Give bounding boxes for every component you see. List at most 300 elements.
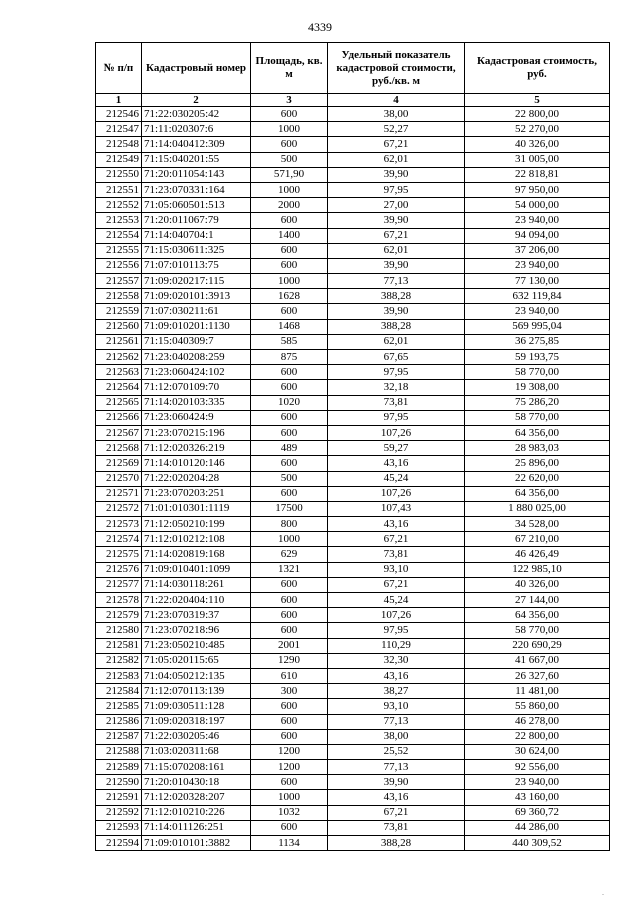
unit-value-cell: 73,81 bbox=[328, 547, 465, 562]
row-number-cell: 212584 bbox=[96, 684, 142, 699]
row-number-cell: 212575 bbox=[96, 547, 142, 562]
table-row bbox=[96, 228, 610, 243]
cadastral-value-cell: 632 119,84 bbox=[465, 289, 610, 304]
table-row bbox=[96, 425, 610, 440]
row-number-cell: 212563 bbox=[96, 365, 142, 380]
table-row bbox=[96, 577, 610, 592]
row-number-cell: 212562 bbox=[96, 350, 142, 365]
table-body bbox=[96, 107, 610, 851]
unit-value-cell: 32,18 bbox=[328, 380, 465, 395]
cadastral-value-cell: 64 356,00 bbox=[465, 608, 610, 623]
area-cell: 875 bbox=[251, 350, 328, 365]
table-row bbox=[96, 532, 610, 547]
cadastral-number-cell: 71:01:010301:1119 bbox=[142, 501, 251, 516]
area-cell: 17500 bbox=[251, 501, 328, 516]
area-cell: 600 bbox=[251, 623, 328, 638]
unit-value-cell: 39,90 bbox=[328, 775, 465, 790]
unit-value-cell: 39,90 bbox=[328, 304, 465, 319]
row-number-cell: 212591 bbox=[96, 790, 142, 805]
unit-value-cell: 39,90 bbox=[328, 213, 465, 228]
area-cell: 1321 bbox=[251, 562, 328, 577]
cadastral-value-cell: 26 327,60 bbox=[465, 668, 610, 683]
cadastral-value-cell: 44 286,00 bbox=[465, 820, 610, 835]
unit-value-cell: 67,21 bbox=[328, 137, 465, 152]
cadastral-number-cell: 71:14:040412:309 bbox=[142, 137, 251, 152]
area-cell: 600 bbox=[251, 137, 328, 152]
table-row bbox=[96, 805, 610, 820]
cadastral-number-cell: 71:09:020101:3913 bbox=[142, 289, 251, 304]
area-cell: 1200 bbox=[251, 760, 328, 775]
table-row bbox=[96, 684, 610, 699]
row-number-cell: 212564 bbox=[96, 380, 142, 395]
unit-value-cell: 67,21 bbox=[328, 577, 465, 592]
header-row-number: № п/п bbox=[96, 43, 142, 94]
area-cell: 1000 bbox=[251, 790, 328, 805]
row-number-cell: 212561 bbox=[96, 334, 142, 349]
cadastral-number-cell: 71:23:070203:251 bbox=[142, 486, 251, 501]
unit-value-cell: 62,01 bbox=[328, 334, 465, 349]
table-row bbox=[96, 638, 610, 653]
cadastral-number-cell: 71:22:020204:28 bbox=[142, 471, 251, 486]
unit-value-cell: 43,16 bbox=[328, 456, 465, 471]
header-cadastral-number: Кадастровый номер bbox=[142, 43, 251, 94]
row-number-cell: 212552 bbox=[96, 198, 142, 213]
table-row bbox=[96, 562, 610, 577]
cadastral-value-cell: 22 800,00 bbox=[465, 107, 610, 122]
cadastral-number-cell: 71:23:050210:485 bbox=[142, 638, 251, 653]
cadastral-number-cell: 71:20:010430:18 bbox=[142, 775, 251, 790]
area-cell: 1000 bbox=[251, 122, 328, 137]
area-cell: 600 bbox=[251, 107, 328, 122]
row-number-cell: 212586 bbox=[96, 714, 142, 729]
cadastral-value-cell: 23 940,00 bbox=[465, 213, 610, 228]
cadastral-number-cell: 71:22:020404:110 bbox=[142, 593, 251, 608]
row-number-cell: 212577 bbox=[96, 577, 142, 592]
cadastral-value-cell: 64 356,00 bbox=[465, 425, 610, 440]
cadastral-value-table bbox=[95, 42, 610, 851]
cadastral-value-cell: 569 995,04 bbox=[465, 319, 610, 334]
unit-value-cell: 62,01 bbox=[328, 243, 465, 258]
table-row bbox=[96, 289, 610, 304]
cadastral-number-cell: 71:11:020307:6 bbox=[142, 122, 251, 137]
cadastral-value-cell: 67 210,00 bbox=[465, 532, 610, 547]
table-row bbox=[96, 213, 610, 228]
cadastral-number-cell: 71:14:011126:251 bbox=[142, 820, 251, 835]
unit-value-cell: 43,16 bbox=[328, 668, 465, 683]
cadastral-number-cell: 71:07:030211:61 bbox=[142, 304, 251, 319]
cadastral-number-cell: 71:15:030611:325 bbox=[142, 243, 251, 258]
area-cell: 600 bbox=[251, 243, 328, 258]
table-row bbox=[96, 608, 610, 623]
cadastral-number-cell: 71:20:011054:143 bbox=[142, 167, 251, 182]
cadastral-number-cell: 71:04:050212:135 bbox=[142, 668, 251, 683]
table-row bbox=[96, 744, 610, 759]
row-number-cell: 212546 bbox=[96, 107, 142, 122]
table-row bbox=[96, 380, 610, 395]
area-cell: 600 bbox=[251, 608, 328, 623]
column-number-row bbox=[96, 94, 610, 107]
unit-value-cell: 107,26 bbox=[328, 608, 465, 623]
row-number-cell: 212572 bbox=[96, 501, 142, 516]
unit-value-cell: 388,28 bbox=[328, 319, 465, 334]
row-number-cell: 212578 bbox=[96, 593, 142, 608]
cadastral-value-cell: 64 356,00 bbox=[465, 486, 610, 501]
header-area: Площадь, кв. м bbox=[251, 43, 328, 94]
header-unit-value: Удельный показатель кадастровой стоимости, руб./кв. м bbox=[328, 43, 465, 94]
cadastral-number-cell: 71:05:020115:65 bbox=[142, 653, 251, 668]
unit-value-cell: 107,26 bbox=[328, 425, 465, 440]
row-number-cell: 212555 bbox=[96, 243, 142, 258]
column-number: 3 bbox=[251, 94, 328, 107]
area-cell: 1134 bbox=[251, 836, 328, 851]
cadastral-value-cell: 77 130,00 bbox=[465, 274, 610, 289]
row-number-cell: 212592 bbox=[96, 805, 142, 820]
row-number-cell: 212558 bbox=[96, 289, 142, 304]
area-cell: 489 bbox=[251, 441, 328, 456]
unit-value-cell: 39,90 bbox=[328, 258, 465, 273]
unit-value-cell: 62,01 bbox=[328, 152, 465, 167]
area-cell: 600 bbox=[251, 410, 328, 425]
cadastral-number-cell: 71:09:010101:3882 bbox=[142, 836, 251, 851]
area-cell: 629 bbox=[251, 547, 328, 562]
cadastral-value-cell: 22 800,00 bbox=[465, 729, 610, 744]
cadastral-value-cell: 46 426,49 bbox=[465, 547, 610, 562]
unit-value-cell: 388,28 bbox=[328, 836, 465, 851]
area-cell: 600 bbox=[251, 699, 328, 714]
column-number: 5 bbox=[465, 94, 610, 107]
cadastral-number-cell: 71:23:070331:164 bbox=[142, 182, 251, 197]
cadastral-value-cell: 36 275,85 bbox=[465, 334, 610, 349]
unit-value-cell: 388,28 bbox=[328, 289, 465, 304]
cadastral-number-cell: 71:09:010201:1130 bbox=[142, 319, 251, 334]
row-number-cell: 212585 bbox=[96, 699, 142, 714]
area-cell: 500 bbox=[251, 152, 328, 167]
cadastral-number-cell: 71:09:030511:128 bbox=[142, 699, 251, 714]
area-cell: 300 bbox=[251, 684, 328, 699]
row-number-cell: 212589 bbox=[96, 760, 142, 775]
unit-value-cell: 107,26 bbox=[328, 486, 465, 501]
table-row bbox=[96, 653, 610, 668]
page-number: 4339 bbox=[308, 20, 332, 34]
cadastral-value-cell: 25 896,00 bbox=[465, 456, 610, 471]
cadastral-value-cell: 27 144,00 bbox=[465, 593, 610, 608]
row-number-cell: 212569 bbox=[96, 456, 142, 471]
unit-value-cell: 67,21 bbox=[328, 805, 465, 820]
cadastral-number-cell: 71:12:050210:199 bbox=[142, 517, 251, 532]
area-cell: 600 bbox=[251, 258, 328, 273]
area-cell: 800 bbox=[251, 517, 328, 532]
area-cell: 600 bbox=[251, 213, 328, 228]
table-row bbox=[96, 410, 610, 425]
area-cell: 600 bbox=[251, 593, 328, 608]
area-cell: 2000 bbox=[251, 198, 328, 213]
table-row bbox=[96, 486, 610, 501]
unit-value-cell: 93,10 bbox=[328, 562, 465, 577]
area-cell: 600 bbox=[251, 714, 328, 729]
unit-value-cell: 77,13 bbox=[328, 760, 465, 775]
cadastral-value-cell: 11 481,00 bbox=[465, 684, 610, 699]
cadastral-value-cell: 19 308,00 bbox=[465, 380, 610, 395]
column-number: 4 bbox=[328, 94, 465, 107]
table-header-row bbox=[96, 43, 610, 94]
cadastral-value-cell: 41 667,00 bbox=[465, 653, 610, 668]
unit-value-cell: 43,16 bbox=[328, 517, 465, 532]
cadastral-value-cell: 23 940,00 bbox=[465, 775, 610, 790]
unit-value-cell: 77,13 bbox=[328, 274, 465, 289]
unit-value-cell: 67,21 bbox=[328, 228, 465, 243]
row-number-cell: 212550 bbox=[96, 167, 142, 182]
area-cell: 571,90 bbox=[251, 167, 328, 182]
unit-value-cell: 73,81 bbox=[328, 395, 465, 410]
area-cell: 600 bbox=[251, 425, 328, 440]
table-row bbox=[96, 304, 610, 319]
cadastral-number-cell: 71:09:020217:115 bbox=[142, 274, 251, 289]
cadastral-number-cell: 71:12:020326:219 bbox=[142, 441, 251, 456]
unit-value-cell: 97,95 bbox=[328, 410, 465, 425]
cadastral-number-cell: 71:03:020311:68 bbox=[142, 744, 251, 759]
unit-value-cell: 93,10 bbox=[328, 699, 465, 714]
table-row bbox=[96, 668, 610, 683]
cadastral-value-cell: 34 528,00 bbox=[465, 517, 610, 532]
row-number-cell: 212554 bbox=[96, 228, 142, 243]
row-number-cell: 212590 bbox=[96, 775, 142, 790]
row-number-cell: 212556 bbox=[96, 258, 142, 273]
unit-value-cell: 97,95 bbox=[328, 623, 465, 638]
cadastral-value-cell: 94 094,00 bbox=[465, 228, 610, 243]
cadastral-number-cell: 71:14:030118:261 bbox=[142, 577, 251, 592]
cadastral-value-cell: 52 270,00 bbox=[465, 122, 610, 137]
cadastral-value-cell: 31 005,00 bbox=[465, 152, 610, 167]
cadastral-number-cell: 71:14:010120:146 bbox=[142, 456, 251, 471]
cadastral-value-cell: 55 860,00 bbox=[465, 699, 610, 714]
table-row bbox=[96, 198, 610, 213]
unit-value-cell: 67,21 bbox=[328, 532, 465, 547]
table-row bbox=[96, 365, 610, 380]
cadastral-number-cell: 71:23:070218:96 bbox=[142, 623, 251, 638]
cadastral-number-cell: 71:23:060424:9 bbox=[142, 410, 251, 425]
area-cell: 585 bbox=[251, 334, 328, 349]
table-row bbox=[96, 137, 610, 152]
unit-value-cell: 43,16 bbox=[328, 790, 465, 805]
unit-value-cell: 107,43 bbox=[328, 501, 465, 516]
table-row bbox=[96, 714, 610, 729]
row-number-cell: 212565 bbox=[96, 395, 142, 410]
area-cell: 1400 bbox=[251, 228, 328, 243]
area-cell: 1000 bbox=[251, 532, 328, 547]
area-cell: 610 bbox=[251, 668, 328, 683]
row-number-cell: 212587 bbox=[96, 729, 142, 744]
area-cell: 2001 bbox=[251, 638, 328, 653]
table-row bbox=[96, 167, 610, 182]
unit-value-cell: 67,65 bbox=[328, 350, 465, 365]
cadastral-value-cell: 59 193,75 bbox=[465, 350, 610, 365]
area-cell: 1290 bbox=[251, 653, 328, 668]
cadastral-value-cell: 28 983,03 bbox=[465, 441, 610, 456]
table-row bbox=[96, 274, 610, 289]
row-number-cell: 212583 bbox=[96, 668, 142, 683]
table-row bbox=[96, 350, 610, 365]
table-row bbox=[96, 471, 610, 486]
unit-value-cell: 25,52 bbox=[328, 744, 465, 759]
cadastral-value-cell: 58 770,00 bbox=[465, 365, 610, 380]
table-row bbox=[96, 820, 610, 835]
row-number-cell: 212548 bbox=[96, 137, 142, 152]
row-number-cell: 212579 bbox=[96, 608, 142, 623]
table-row bbox=[96, 258, 610, 273]
area-cell: 600 bbox=[251, 577, 328, 592]
area-cell: 500 bbox=[251, 471, 328, 486]
unit-value-cell: 97,95 bbox=[328, 365, 465, 380]
cadastral-number-cell: 71:22:030205:42 bbox=[142, 107, 251, 122]
table-row bbox=[96, 699, 610, 714]
cadastral-number-cell: 71:14:020819:168 bbox=[142, 547, 251, 562]
cadastral-number-cell: 71:23:070319:37 bbox=[142, 608, 251, 623]
table-row bbox=[96, 836, 610, 851]
area-cell: 600 bbox=[251, 729, 328, 744]
table-row bbox=[96, 334, 610, 349]
table-row bbox=[96, 517, 610, 532]
cadastral-value-cell: 40 326,00 bbox=[465, 577, 610, 592]
unit-value-cell: 97,95 bbox=[328, 182, 465, 197]
area-cell: 600 bbox=[251, 456, 328, 471]
row-number-cell: 212594 bbox=[96, 836, 142, 851]
row-number-cell: 212576 bbox=[96, 562, 142, 577]
cadastral-value-cell: 122 985,10 bbox=[465, 562, 610, 577]
column-number: 2 bbox=[142, 94, 251, 107]
row-number-cell: 212551 bbox=[96, 182, 142, 197]
cadastral-number-cell: 71:23:040208:259 bbox=[142, 350, 251, 365]
cadastral-number-cell: 71:12:010212:108 bbox=[142, 532, 251, 547]
cadastral-value-cell: 22 620,00 bbox=[465, 471, 610, 486]
table-row bbox=[96, 122, 610, 137]
row-number-cell: 212549 bbox=[96, 152, 142, 167]
cadastral-value-cell: 23 940,00 bbox=[465, 304, 610, 319]
cadastral-value-cell: 23 940,00 bbox=[465, 258, 610, 273]
unit-value-cell: 77,13 bbox=[328, 714, 465, 729]
table-row bbox=[96, 501, 610, 516]
row-number-cell: 212571 bbox=[96, 486, 142, 501]
cadastral-number-cell: 71:05:060501:513 bbox=[142, 198, 251, 213]
row-number-cell: 212547 bbox=[96, 122, 142, 137]
table-row bbox=[96, 243, 610, 258]
area-cell: 600 bbox=[251, 380, 328, 395]
area-cell: 1020 bbox=[251, 395, 328, 410]
corner-mark: . bbox=[602, 888, 604, 897]
cadastral-number-cell: 71:23:070215:196 bbox=[142, 425, 251, 440]
cadastral-number-cell: 71:12:020328:207 bbox=[142, 790, 251, 805]
area-cell: 600 bbox=[251, 775, 328, 790]
cadastral-value-cell: 43 160,00 bbox=[465, 790, 610, 805]
table-row bbox=[96, 623, 610, 638]
cadastral-value-cell: 97 950,00 bbox=[465, 182, 610, 197]
cadastral-number-cell: 71:12:010210:226 bbox=[142, 805, 251, 820]
cadastral-value-cell: 220 690,29 bbox=[465, 638, 610, 653]
row-number-cell: 212559 bbox=[96, 304, 142, 319]
cadastral-value-cell: 30 624,00 bbox=[465, 744, 610, 759]
table-row bbox=[96, 593, 610, 608]
table-row bbox=[96, 441, 610, 456]
area-cell: 600 bbox=[251, 365, 328, 380]
unit-value-cell: 73,81 bbox=[328, 820, 465, 835]
area-cell: 600 bbox=[251, 820, 328, 835]
area-cell: 1000 bbox=[251, 274, 328, 289]
row-number-cell: 212580 bbox=[96, 623, 142, 638]
cadastral-value-cell: 92 556,00 bbox=[465, 760, 610, 775]
cadastral-value-cell: 22 818,81 bbox=[465, 167, 610, 182]
table-row bbox=[96, 760, 610, 775]
unit-value-cell: 110,29 bbox=[328, 638, 465, 653]
cadastral-value-cell: 54 000,00 bbox=[465, 198, 610, 213]
table-row bbox=[96, 456, 610, 471]
table-row bbox=[96, 790, 610, 805]
unit-value-cell: 38,00 bbox=[328, 107, 465, 122]
row-number-cell: 212588 bbox=[96, 744, 142, 759]
cadastral-number-cell: 71:12:070113:139 bbox=[142, 684, 251, 699]
cadastral-value-cell: 58 770,00 bbox=[465, 623, 610, 638]
table-row bbox=[96, 152, 610, 167]
cadastral-number-cell: 71:22:030205:46 bbox=[142, 729, 251, 744]
cadastral-value-cell: 69 360,72 bbox=[465, 805, 610, 820]
cadastral-value-cell: 46 278,00 bbox=[465, 714, 610, 729]
cadastral-number-cell: 71:15:070208:161 bbox=[142, 760, 251, 775]
unit-value-cell: 45,24 bbox=[328, 593, 465, 608]
row-number-cell: 212582 bbox=[96, 653, 142, 668]
table-row bbox=[96, 547, 610, 562]
header-cadastral-value: Кадастровая стоимость, руб. bbox=[465, 43, 610, 94]
unit-value-cell: 45,24 bbox=[328, 471, 465, 486]
unit-value-cell: 52,27 bbox=[328, 122, 465, 137]
unit-value-cell: 32,30 bbox=[328, 653, 465, 668]
unit-value-cell: 38,27 bbox=[328, 684, 465, 699]
row-number-cell: 212568 bbox=[96, 441, 142, 456]
row-number-cell: 212574 bbox=[96, 532, 142, 547]
area-cell: 1628 bbox=[251, 289, 328, 304]
table-row bbox=[96, 107, 610, 122]
cadastral-number-cell: 71:14:020103:335 bbox=[142, 395, 251, 410]
area-cell: 1032 bbox=[251, 805, 328, 820]
cadastral-value-cell: 75 286,20 bbox=[465, 395, 610, 410]
unit-value-cell: 39,90 bbox=[328, 167, 465, 182]
cadastral-value-cell: 40 326,00 bbox=[465, 137, 610, 152]
row-number-cell: 212557 bbox=[96, 274, 142, 289]
cadastral-value-cell: 440 309,52 bbox=[465, 836, 610, 851]
cadastral-number-cell: 71:09:010401:1099 bbox=[142, 562, 251, 577]
area-cell: 1000 bbox=[251, 182, 328, 197]
row-number-cell: 212567 bbox=[96, 425, 142, 440]
unit-value-cell: 38,00 bbox=[328, 729, 465, 744]
row-number-cell: 212570 bbox=[96, 471, 142, 486]
cadastral-number-cell: 71:15:040201:55 bbox=[142, 152, 251, 167]
table-row bbox=[96, 775, 610, 790]
cadastral-value-cell: 37 206,00 bbox=[465, 243, 610, 258]
cadastral-number-cell: 71:23:060424:102 bbox=[142, 365, 251, 380]
cadastral-number-cell: 71:12:070109:70 bbox=[142, 380, 251, 395]
row-number-cell: 212553 bbox=[96, 213, 142, 228]
cadastral-value-cell: 58 770,00 bbox=[465, 410, 610, 425]
area-cell: 1200 bbox=[251, 744, 328, 759]
unit-value-cell: 27,00 bbox=[328, 198, 465, 213]
area-cell: 1468 bbox=[251, 319, 328, 334]
row-number-cell: 212581 bbox=[96, 638, 142, 653]
table-row bbox=[96, 729, 610, 744]
cadastral-number-cell: 71:15:040309:7 bbox=[142, 334, 251, 349]
table-row bbox=[96, 319, 610, 334]
cadastral-value-cell: 1 880 025,00 bbox=[465, 501, 610, 516]
cadastral-number-cell: 71:14:040704:1 bbox=[142, 228, 251, 243]
row-number-cell: 212593 bbox=[96, 820, 142, 835]
cadastral-number-cell: 71:07:010113:75 bbox=[142, 258, 251, 273]
cadastral-number-cell: 71:20:011067:79 bbox=[142, 213, 251, 228]
